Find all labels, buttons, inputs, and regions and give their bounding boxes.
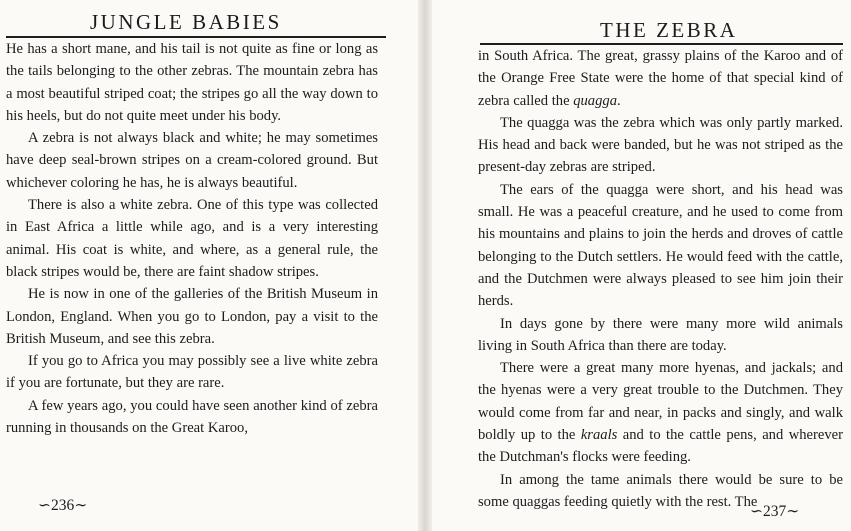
- paragraph-text: in South Africa. The great, grassy plains of the Karoo and of the Orange Free State were the home of that special kind of zebra called the: [478, 48, 843, 109]
- book-gutter: [418, 0, 432, 531]
- page-number: ∽237∼: [750, 503, 800, 520]
- page-number: ∽236∼: [38, 497, 88, 514]
- italic-term: kraals: [580, 427, 618, 444]
- paragraph: The quagga was the zebra which was only partly marked. His head and back were banded, but he was not striped as the present-day zebras are striped.: [478, 114, 843, 176]
- paragraph-text: and to the cattle pens, and wherever the Dutchman's flocks were feeding.: [478, 427, 843, 466]
- body-text: [6, 38, 378, 439]
- paragraph: He has a short mane, and his tail is not quite as fine or long as the tails belonging to the other zebras. The mountain zebra has a most beautiful striped coat; the stripes go all the way down to his heels, but do not quite meet under his body.: [6, 41, 378, 124]
- paragraph-text: There were a great many more hyenas, and jackals; and the hyenas were a very great trouble to the Dutchmen. They would come from far and near, in packs and singly, and walk boldly up to the: [478, 360, 843, 444]
- paragraph: A zebra is not always black and white; he may sometimes have deep seal-brown stripes on a cream-colored ground. But whichever coloring he has, he is always beautiful.: [6, 130, 378, 191]
- running-head: JUNGLE BABIES: [90, 10, 282, 34]
- running-head: THE ZEBRA: [600, 18, 738, 42]
- paragraph: In among the tame animals there would be sure to be some quaggas feeding quietly with the rest. The: [478, 471, 843, 510]
- paragraph: [478, 357, 843, 468]
- paragraph: The ears of the quagga were short, and his head was small. He was a peaceful creature, and he used to come from his mountains and plains to join the herds and droves of cattle belonging to the Dutch settlers. He would feed with the cattle, and the Dutchmen were always pleased to see him join their herds.: [478, 181, 843, 310]
- paragraph: In days gone by there were many more wild animals living in South Africa than there are today.: [478, 315, 843, 354]
- paragraph-text: .: [616, 92, 621, 109]
- right-page: [440, 0, 851, 531]
- italic-term: quagga: [573, 92, 617, 109]
- paragraph: There is also a white zebra. One of this type was collected in East Africa a little while ago, and is a very interesting animal. His coat is white, and where, as a general rule, the black stripes would be, there are faint shadow stripes.: [6, 197, 378, 280]
- paragraph: If you go to Africa you may possibly see a live white zebra if you are fortunate, but they are rare.: [6, 353, 378, 392]
- paragraph: He is now in one of the galleries of the British Museum in London, England. When you go to London, pay a visit to the British Museum, and see this zebra.: [6, 286, 378, 347]
- paragraph: A few years ago, you could have seen another kind of zebra running in thousands on the Great Karoo,: [6, 397, 378, 437]
- paragraph: [478, 45, 843, 112]
- left-page: [0, 0, 404, 531]
- body-text: [478, 45, 843, 513]
